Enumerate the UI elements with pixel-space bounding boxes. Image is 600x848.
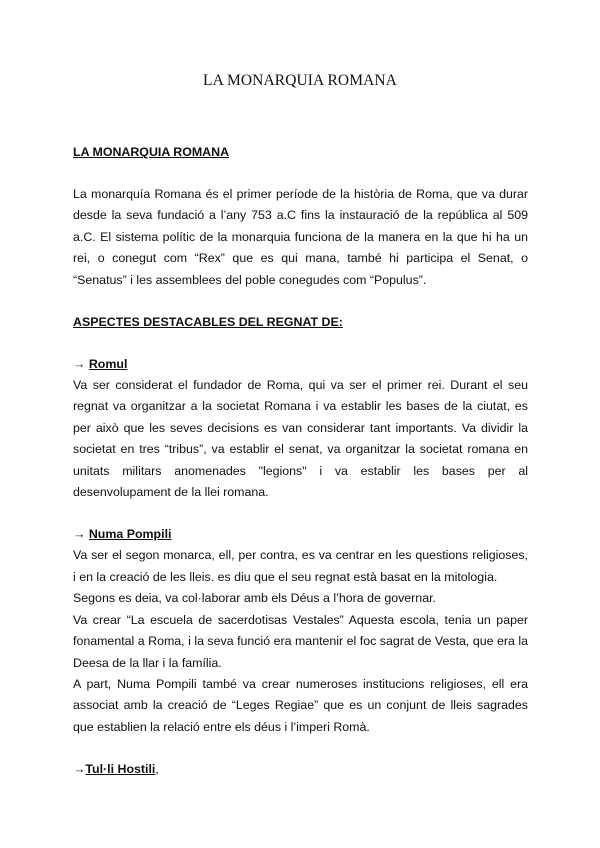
- romul-paragraph: Va ser considerat el fundador de Roma, qui va ser el primer rei. Durant el seu regnat va organitzar a la societat Romana i va establir les bases de la ciutat, es per això que les seves decisions es van considerar tant importants. Va dividir la societat en tres “tribus”, va establir el senat, va organitzar la societat romana en unitats militars anomenades "legions" i va establir les bases per al desenvolupament de la llei romana.: [73, 378, 528, 500]
- arrow-right-icon: →: [73, 357, 86, 372]
- section-heading-aspectes: ASPECTES DESTACABLES DEL REGNAT DE:: [73, 315, 343, 330]
- document-title: LA MONARQUIA ROMANA: [203, 72, 397, 89]
- king-name: Tul·li Hostili: [85, 762, 156, 777]
- arrow-right-icon: →: [73, 762, 86, 777]
- numa-paragraph-4: A part, Numa Pompili també va crear numeroses institucions religioses, ell era associat amb la creació de “Leges Regiae” que es un conjunt de lleis sagrades que establien la relació entre els déus i l’imperi Romà.: [73, 676, 528, 734]
- numa-paragraph-3: Va crear “La escuela de sacerdotisas Vestales” Aquesta escola, tenia un paper fonamental a Roma, i la seva funció era mantenir el foc sagrat de Vesta, que era la Deesa de la llar i la família.: [73, 612, 528, 670]
- numa-paragraph-2: Segons es deia, va col·laborar amb els Déus a l’hora de governar.: [73, 591, 436, 606]
- document-body: [73, 142, 528, 780]
- king-name: Romul: [88, 357, 128, 372]
- king-heading-romul: [73, 354, 528, 375]
- arrow-right-icon: →: [73, 527, 86, 542]
- king-heading-numa-pompili: [73, 524, 528, 545]
- intro-paragraph: La monarquía Romana és el primer període de la història de Roma, que va durar desde la seva fundació a l’any 753 a.C fins la instauració de la república al 509 a.C. El sistema polític de la monarquia funciona de la manera en la que hi ha un rei, o conegut com “Rex” que es qui mana, també hi participa el Senat, o “Senatus” i les assemblees del poble conegudes com “Populus”.: [73, 187, 528, 287]
- king-name: Numa Pompili: [88, 527, 172, 542]
- king-heading-tulli-hostili: [73, 759, 528, 780]
- numa-paragraph-1: Va ser el segon monarca, ell, per contra, es va centrar en les questions religioses, i en la creació de les lleis. es diu que el seu regnat està basat en la mitologia.: [73, 548, 528, 584]
- section-heading-monarquia: LA MONARQUIA ROMANA: [73, 145, 230, 159]
- trailing-comma: ,: [155, 762, 159, 777]
